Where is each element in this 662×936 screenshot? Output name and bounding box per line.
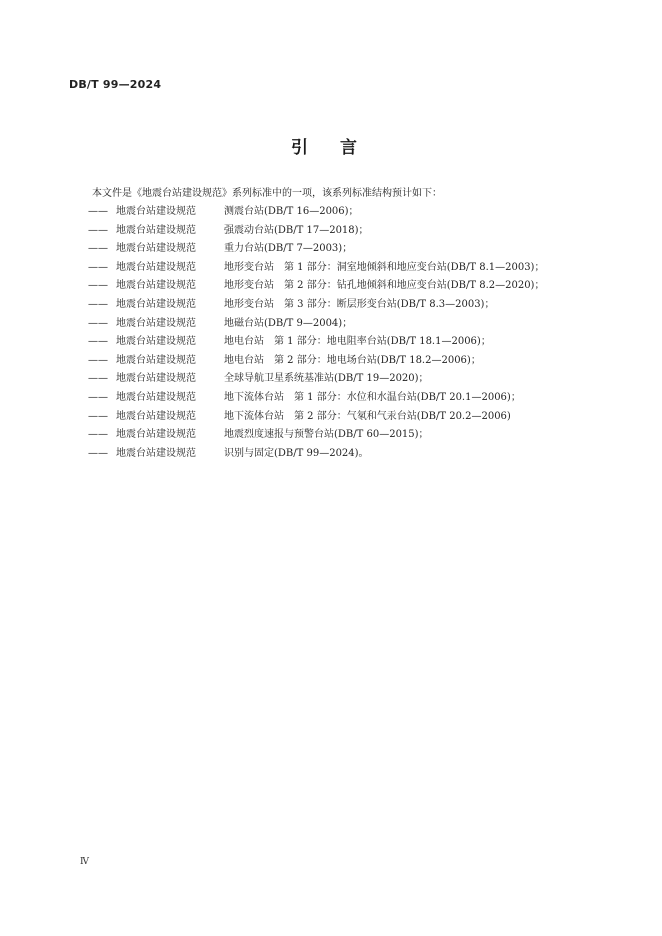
part-name: 地震烈度速报与预警台站(DB/T 60—2015)； (224, 429, 429, 441)
list-item (88, 240, 544, 259)
list-dash: —— (88, 373, 108, 385)
list-dash: —— (88, 336, 108, 348)
part-name: 地下流体台站 第 1 部分：水位和水温台站(DB/T 20.1—2006)； (224, 391, 521, 403)
part-name: 地电台站 第 1 部分：地电阻率台站(DB/T 18.1—2006)； (224, 336, 491, 348)
part-name: 重力台站(DB/T 7—2003)； (224, 243, 353, 255)
list-item (88, 259, 544, 278)
list-dash: —— (88, 317, 108, 329)
series-name: 地震台站建设规范 (116, 317, 196, 329)
list-dash: —— (88, 298, 108, 310)
series-name: 地震台站建设规范 (116, 261, 196, 273)
intro-paragraph: 本文件是《地震台站建设规范》系列标准中的一项，该系列标准结构预计如下： (92, 188, 442, 199)
list-dash: —— (88, 280, 108, 292)
series-name: 地震台站建设规范 (116, 224, 196, 236)
section-title: 引言 (291, 138, 389, 158)
series-name: 地震台站建设规范 (116, 354, 196, 366)
part-name: 地形变台站 第 3 部分：断层形变台站(DB/T 8.3—2003)； (224, 298, 495, 310)
series-name: 地震台站建设规范 (116, 391, 196, 403)
part-name: 地磁台站(DB/T 9—2004)； (224, 317, 353, 329)
series-name: 地震台站建设规范 (116, 298, 196, 310)
series-name: 地震台站建设规范 (116, 429, 196, 441)
part-name: 地形变台站 第 2 部分：钻孔地倾斜和地应变台站(DB/T 8.2—2020)； (224, 280, 545, 292)
list-dash: —— (88, 410, 108, 422)
series-name: 地震台站建设规范 (116, 373, 196, 385)
list-item (88, 203, 544, 222)
list-dash: —— (88, 206, 108, 217)
list-item (88, 277, 544, 296)
part-name: 测震台站(DB/T 16—2006)； (224, 206, 359, 217)
series-name: 地震台站建设规范 (116, 336, 196, 348)
list-dash: —— (88, 224, 108, 236)
list-item (88, 333, 544, 352)
standards-list (88, 203, 544, 463)
series-name: 地震台站建设规范 (116, 243, 196, 255)
list-item (88, 426, 544, 445)
document-code: DB/T 99—2024 (69, 78, 162, 91)
page-number: Ⅳ (80, 857, 89, 867)
part-name: 地电台站 第 2 部分：地电场台站(DB/T 18.2—2006)； (224, 354, 481, 366)
part-name: 地下流体台站 第 2 部分：气氡和气汞台站(DB/T 20.2—2006) (224, 410, 511, 422)
list-item (88, 352, 544, 371)
list-dash: —— (88, 243, 108, 255)
part-name: 全球导航卫星系统基准站(DB/T 19—2020)； (224, 373, 429, 385)
part-name: 识别与固定(DB/T 99—2024)。 (224, 447, 369, 459)
series-name: 地震台站建设规范 (116, 206, 196, 217)
list-dash: —— (88, 447, 108, 459)
list-dash: —— (88, 261, 108, 273)
list-item (88, 408, 544, 427)
list-item (88, 389, 544, 408)
series-name: 地震台站建设规范 (116, 280, 196, 292)
list-item (88, 296, 544, 315)
list-item (88, 222, 544, 241)
part-name: 地形变台站 第 1 部分：洞室地倾斜和地应变台站(DB/T 8.1—2003)； (224, 261, 545, 273)
list-dash: —— (88, 391, 108, 403)
list-item (88, 315, 544, 334)
series-name: 地震台站建设规范 (116, 410, 196, 422)
list-item (88, 370, 544, 389)
list-item (88, 445, 544, 464)
list-dash: —— (88, 354, 108, 366)
series-name: 地震台站建设规范 (116, 447, 196, 459)
list-dash: —— (88, 429, 108, 441)
part-name: 强震动台站(DB/T 17—2018)； (224, 224, 369, 236)
